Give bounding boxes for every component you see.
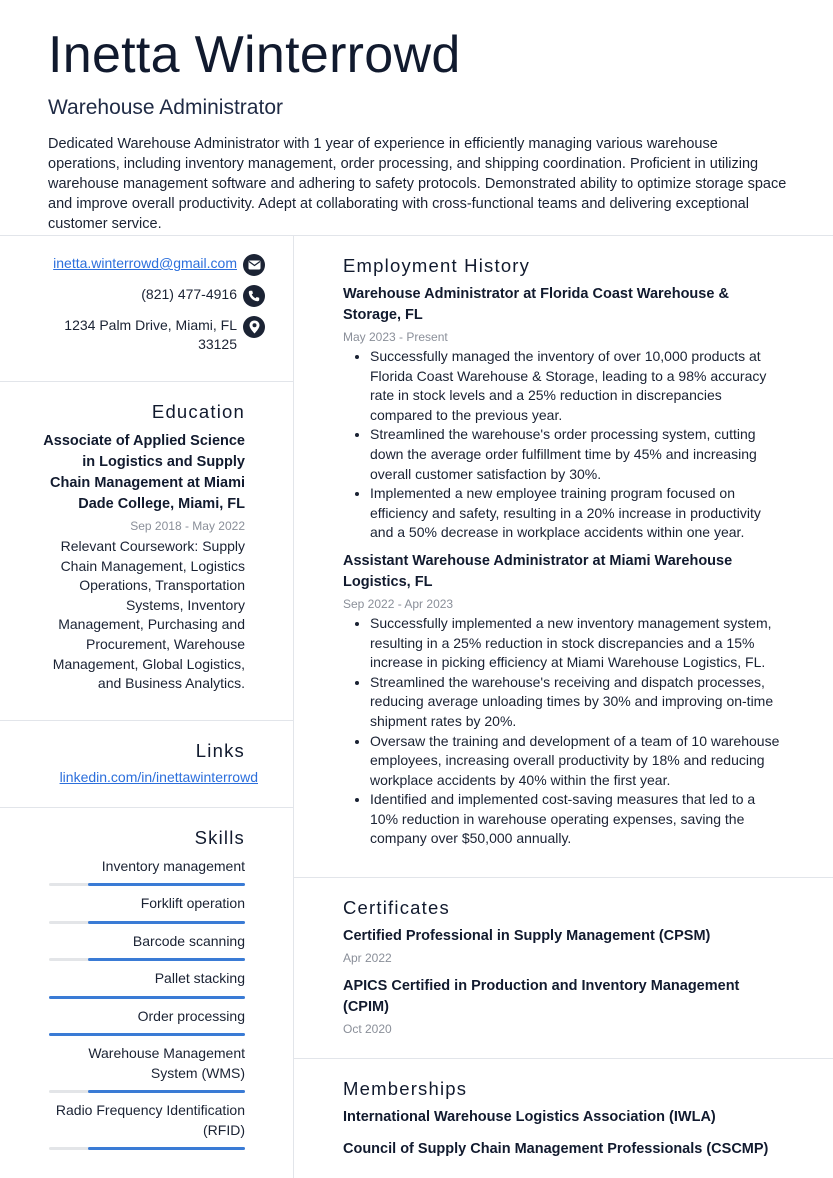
skill-level-fill [88, 958, 245, 961]
location-pin-icon [243, 316, 265, 338]
skill-label: Order processing [137, 1007, 245, 1024]
job-dates: May 2023 - Present [343, 330, 448, 344]
job-bullets [343, 614, 785, 849]
skill-level-fill [49, 1033, 245, 1036]
skill-level-bar [49, 996, 245, 999]
skill-label: Inventory management [101, 857, 245, 874]
skill-label: Forklift operation [140, 895, 245, 912]
skill-label: Radio Frequency Identification (RFID) [55, 1102, 245, 1138]
membership-item: Council of Supply Chain Management Professionals (CSCMP) [343, 1141, 769, 1158]
skill-item [40, 894, 245, 924]
education-section [0, 382, 293, 720]
links-section [0, 721, 293, 807]
certificate-date: Apr 2022 [343, 951, 392, 966]
bullet: • Streamlined the warehouse's receiving and dispatch processes, reducing average unloading times by 30% and improving on-time shipment rates by 20%. [370, 673, 785, 732]
skill-item [40, 857, 245, 887]
education-heading: Education [151, 401, 245, 422]
certificate-date: Oct 2020 [343, 1022, 392, 1037]
skill-label: Barcode scanning [132, 932, 245, 949]
skill-level-bar [49, 921, 245, 924]
profile-summary: Dedicated Warehouse Administrator with 1 year of experience in efficiently managing various warehouse operations, including inventory management, order processing, and shipping coordination. Proficient in utilizing warehouse management software and adhering to safety protocols. Demonstrated ability to optimize storage space and improve overall productivity. Adept at collaborating with cross-functional teams and delivering exceptional customer service. [48, 136, 787, 232]
certificate-name: Certified Professional in Supply Management (CPSM) [343, 928, 711, 945]
skill-level-fill [49, 996, 245, 999]
skills-list [40, 857, 245, 1151]
skill-item [40, 932, 245, 962]
candidate-name: Inetta Winterrowd [48, 26, 461, 84]
skill-level-fill [88, 921, 245, 924]
address-line-1: 1234 Palm Drive, Miami, FL [64, 317, 237, 333]
certificate-name: APICS Certified in Production and Inventory Management (CPIM) [343, 978, 740, 1016]
phone-number: (821) 477-4916 [141, 286, 237, 302]
job-bullets [343, 347, 785, 543]
contact-phone-row [40, 285, 245, 307]
job-entry [343, 284, 785, 543]
bullet: • Streamlined the warehouse's order processing system, cutting down the average order fulfillment time by 45% and increasing overall customer satisfaction by 30%. [370, 425, 785, 484]
skill-level-bar [49, 1090, 245, 1093]
skill-label: Warehouse Management System (WMS) [88, 1045, 245, 1081]
memberships-heading: Memberships [343, 1078, 468, 1100]
linkedin-link[interactable]: linkedin.com/in/inettawinterrowd [59, 768, 258, 785]
skill-level-bar [49, 1147, 245, 1150]
skills-section [0, 808, 293, 1151]
links-heading: Links [195, 739, 245, 761]
contact-email-row [40, 254, 245, 276]
employment-section [294, 236, 833, 877]
skill-item [40, 1007, 245, 1037]
employment-heading: Employment History [343, 255, 531, 276]
certificates-heading: Certificates [343, 897, 450, 919]
right-column [294, 236, 833, 1160]
skill-item [40, 969, 245, 999]
membership-item: International Warehouse Logistics Association (IWLA) [343, 1109, 716, 1126]
bullet: • Oversaw the training and development of a team of 10 warehouse employees, increasing overall productivity by 18% and reducing workplace accidents by 40% within the first year. [370, 732, 785, 791]
bullet: • Successfully implemented a new inventory management system, resulting in a 25% reduction in stock discrepancies and a 15% increase in picking efficiency at Miami Warehouse Logistics, FL. [370, 614, 785, 673]
skill-item [40, 1044, 245, 1093]
skill-level-fill [88, 883, 245, 886]
skill-level-fill [88, 1147, 245, 1150]
education-description: Relevant Coursework: Supply Chain Management, Logistics Operations, Transportation Systems, Inventory Management, Purchasing and Procurement, Warehouse Management, Global Logistics, and Business Analytics. [52, 538, 245, 692]
skill-level-bar [49, 1033, 245, 1036]
contact-address-row [40, 316, 245, 354]
envelope-icon [243, 254, 265, 276]
skill-item [40, 1101, 245, 1150]
left-column [0, 236, 293, 1150]
job-entry [343, 551, 785, 849]
certificates-section [294, 878, 833, 1058]
job-heading: Assistant Warehouse Administrator at Miami Warehouse Logistics, FL [343, 552, 733, 590]
job-heading: Warehouse Administrator at Florida Coast Warehouse & Storage, FL [343, 286, 729, 323]
skills-heading: Skills [194, 826, 245, 848]
bullet: • Identified and implemented cost-saving measures that led to a 10% reduction in warehouse operating expenses, saving the company over $50,000 annually. [370, 790, 785, 849]
bullet: • Implemented a new employee training program focused on efficiency and safety, resulting in a 20% increase in productivity and a 50% decrease in workplace accidents within one year. [370, 484, 785, 543]
phone-icon [243, 285, 265, 307]
memberships-section [294, 1059, 833, 1160]
education-degree: Associate of Applied Science in Logistics and Supply Chain Management at Miami Dade College, Miami, FL [43, 433, 245, 512]
skill-level-bar [49, 958, 245, 961]
skill-level-bar [49, 883, 245, 886]
email-link[interactable]: inetta.winterrowd@gmail.com [53, 255, 237, 271]
skill-label: Pallet stacking [154, 970, 245, 987]
contact-section [0, 236, 293, 381]
job-dates: Sep 2022 - Apr 2023 [343, 596, 454, 611]
address [64, 316, 237, 354]
address-line-2: 33125 [198, 336, 237, 352]
bullet: • Successfully managed the inventory of over 10,000 products at Florida Coast Warehouse & Storage, leading to a 98% accuracy rate in stock levels and a 25% reduction in discrepancies compared to the previous year. [370, 347, 785, 425]
job-title: Warehouse Administrator [48, 96, 283, 119]
education-dates: Sep 2018 - May 2022 [130, 519, 245, 533]
skill-level-fill [88, 1090, 245, 1093]
resume-header [0, 0, 833, 234]
